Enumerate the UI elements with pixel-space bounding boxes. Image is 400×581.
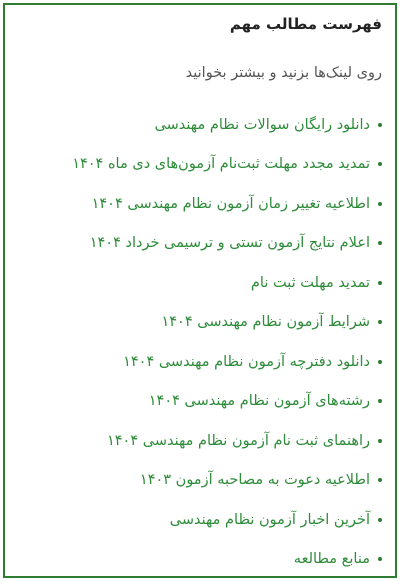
topic-link-list xyxy=(12,105,382,579)
list-item xyxy=(12,342,382,382)
bullet-icon xyxy=(378,202,382,206)
bullet-icon xyxy=(378,518,382,522)
topic-link[interactable]: آخرین اخبار آزمون نظام مهندسی xyxy=(169,511,370,528)
topic-link[interactable]: تمدید مجدد مهلت ثبت‌نام آزمون‌های دی ماه ۱۴۰۴ xyxy=(72,156,370,173)
list-item xyxy=(12,421,382,461)
panel-title: فهرست مطالب مهم xyxy=(229,15,382,33)
topic-link[interactable]: اطلاعیه تغییر زمان آزمون نظام مهندسی ۱۴۰۴ xyxy=(91,195,370,212)
topic-link[interactable]: اعلام نتایج آزمون تستی و ترسیمی خرداد ۱۴۰۴ xyxy=(89,235,370,252)
bullet-icon xyxy=(378,360,382,364)
topic-link[interactable]: تمدید مهلت ثبت نام xyxy=(250,274,370,291)
list-item xyxy=(12,224,382,264)
topic-link[interactable]: رشته‌های آزمون نظام مهندسی ۱۴۰۴ xyxy=(148,393,370,410)
topic-link[interactable]: راهنمای ثبت نام آزمون نظام مهندسی ۱۴۰۴ xyxy=(106,432,370,449)
topic-link[interactable]: دانلود دفترچه آزمون نظام مهندسی ۱۴۰۴ xyxy=(123,353,370,370)
bullet-icon xyxy=(378,123,382,127)
important-topics-panel xyxy=(3,3,397,578)
bullet-icon xyxy=(378,439,382,443)
list-item xyxy=(12,263,382,303)
bullet-icon xyxy=(378,557,382,561)
list-item xyxy=(12,145,382,185)
bullet-icon xyxy=(378,399,382,403)
list-item xyxy=(12,382,382,422)
bullet-icon xyxy=(378,162,382,166)
topic-link[interactable]: دانلود رایگان سوالات نظام مهندسی xyxy=(154,116,370,133)
panel-subtitle: روی لینک‌ها بزنید و بیشتر بخوانید xyxy=(185,65,382,81)
bullet-icon xyxy=(378,320,382,324)
bullet-icon xyxy=(378,281,382,285)
bullet-icon xyxy=(378,241,382,245)
list-item xyxy=(12,500,382,540)
bullet-icon xyxy=(378,478,382,482)
topic-link[interactable]: منابع مطالعه xyxy=(293,551,370,568)
list-item xyxy=(12,303,382,343)
list-item xyxy=(12,540,382,580)
list-item xyxy=(12,461,382,501)
list-item xyxy=(12,105,382,145)
list-item xyxy=(12,184,382,224)
topic-link[interactable]: اطلاعیه دعوت به مصاحبه آزمون ۱۴۰۳ xyxy=(139,472,370,489)
topic-link[interactable]: شرایط آزمون نظام مهندسی ۱۴۰۴ xyxy=(161,314,370,331)
